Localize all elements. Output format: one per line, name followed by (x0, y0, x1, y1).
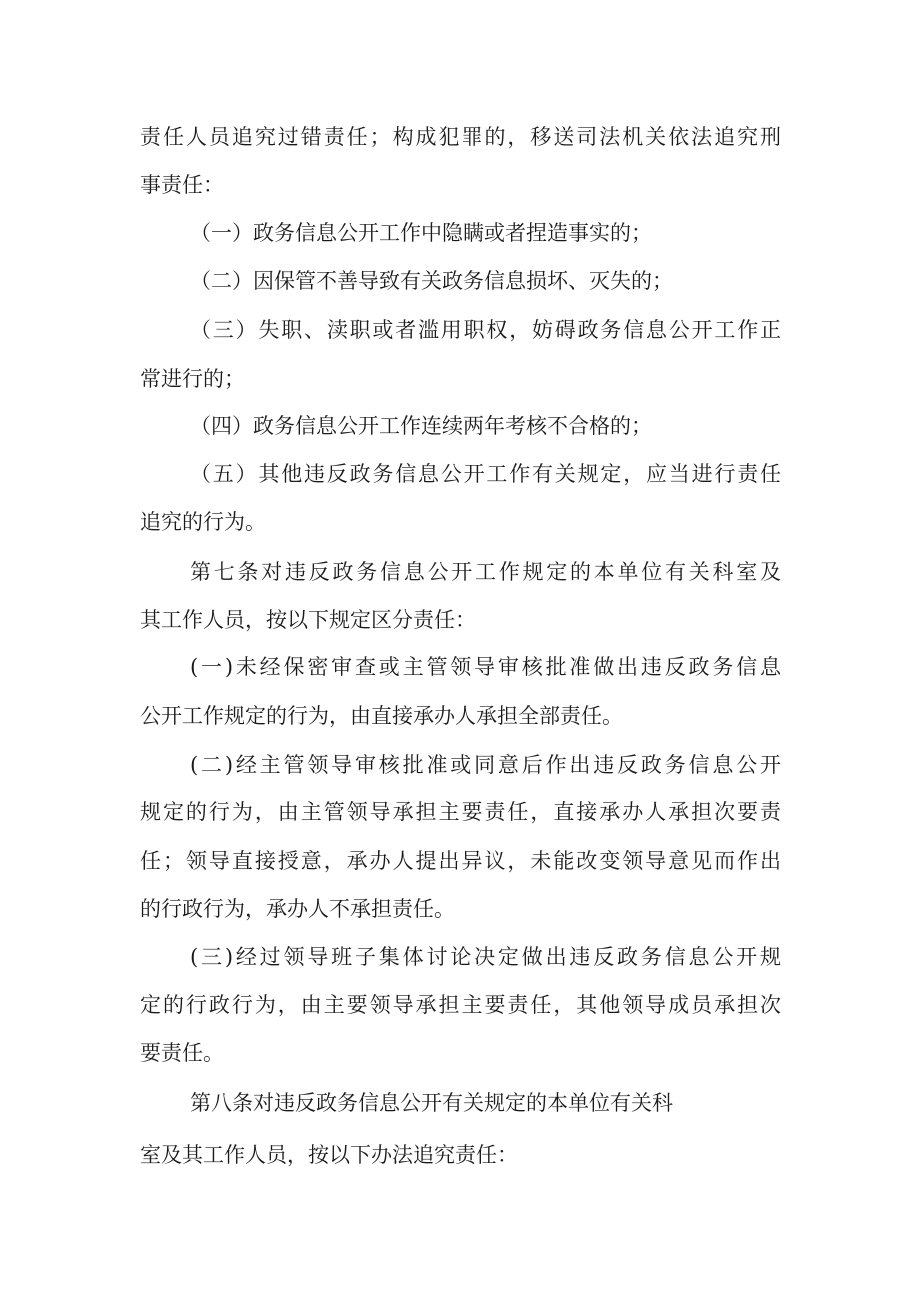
article-8: 第八条对违反政务信息公开有关规定的本单位有关科 (190, 1091, 673, 1115)
list-item-5: （五）其他违反政务信息公开工作有关规定，应当进行责任 (190, 462, 781, 486)
list-item-2: （二）因保管不善导致有关政务信息损坏、灭失的； (190, 269, 673, 293)
text-line: 公开工作规定的行为，由直接承办人承担全部责任。 (140, 704, 623, 728)
text-line: 定的行政行为，由主要领导承担主要责任，其他领导成员承担次 (140, 993, 781, 1017)
clause-2: (二)经主管领导审核批准或同意后作出违反政务信息公开 (190, 753, 781, 777)
text-line: 的行政行为，承办人不承担责任。 (140, 897, 455, 921)
text-line: 责任人员追究过错责任；构成犯罪的，移送司法机关依法追究刑 (140, 125, 781, 149)
list-item-3: （三）失职、渎职或者滥用职权，妨碍政务信息公开工作正 (190, 318, 781, 342)
text-line: 室及其工作人员，按以下办法追究责任： (140, 1143, 518, 1167)
clause-1: (一)未经保密审查或主管领导审核批准做出违反政务信息 (190, 655, 781, 679)
text-line: 规定的行为，由主管领导承担主要责任，直接承办人承担次要责 (140, 800, 781, 824)
text-line: 其工作人员，按以下规定区分责任： (140, 608, 476, 632)
list-item-4: （四）政务信息公开工作连续两年考核不合格的； (190, 414, 652, 438)
list-item-1: （一）政务信息公开工作中隐瞒或者捏造事实的； (190, 221, 652, 245)
text-line: 任；领导直接授意，承办人提出异议，未能改变领导意见而作出 (140, 849, 781, 873)
text-line: 要责任。 (140, 1041, 224, 1065)
text-line: 追究的行为。 (140, 510, 266, 534)
text-line: 常进行的； (140, 367, 245, 391)
text-line: 事责任： (140, 173, 224, 197)
article-7: 第七条对违反政务信息公开工作规定的本单位有关科室及 (190, 560, 781, 584)
clause-3: (三)经过领导班子集体讨论决定做出违反政务信息公开规 (190, 945, 781, 969)
